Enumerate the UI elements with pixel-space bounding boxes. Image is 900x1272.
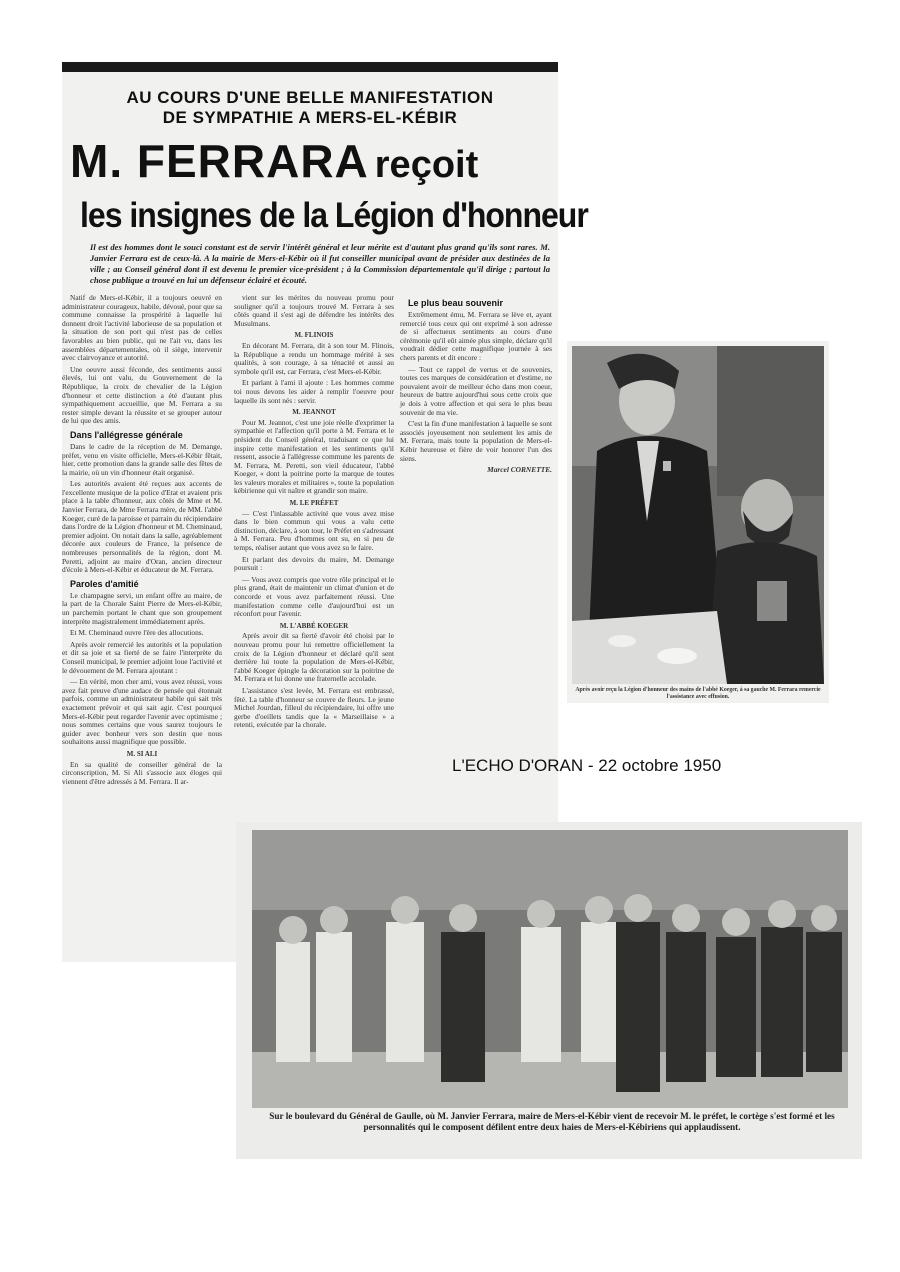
procession-photo: [236, 822, 862, 1159]
article-column-2: [234, 293, 394, 730]
paragraph: — C'est l'inlassable activité que vous avez mise dans le bien commun qui vous a valu cette distinction, déclare, à son tour, le Préfet en s'adressant à M. Ferrara. Peu d'hommes ont su, en si peu de temps, réaliser autant que vous avez su le faire.: [234, 508, 394, 553]
paragraph: Natif de Mers-el-Kébir, il a toujours oeuvré en administrateur courageux, habile, dévoué, pour que sa commune connaisse la prospérité à laquelle lui donnent droit l'activité laborieuse de sa population et la situation de son port qui n'est pas de celles favorables au bien public, qui ne l'ait vu, dans les assemblées départementales, où il siège, intervenir avec clairvoyance et autorité.: [62, 293, 222, 363]
procession-photo-image: [236, 822, 862, 1159]
paragraph: L'assistance s'est levée, M. Ferrara est embrassé, fêté. La table d'honneur se couvre de fleurs. Le jeune Michel Jourdan, filleul du récipiendaire, lui offre une gerbe d'oeillets tandis que la « Marseillaise » a retenti, exécutée par la chorale.: [234, 685, 394, 730]
paragraph: Et parlant à l'ami il ajoute : Les hommes comme toi nous devons les aider à remplir l'oeuvre pour laquelle ils sont nés : servir.: [234, 378, 394, 405]
speaker-heading: M. L'ABBÉ KOEGER: [279, 621, 349, 630]
paragraph: Une oeuvre aussi féconde, des sentiments aussi élevés, lui ont valu, du Gouvernement de la République, la croix de chevalier de la Légion d'honneur et cette distinction a été d'autant plus sympathiquement accueillie, que M. Ferrara a su rester simple devant la réussite et se grouper autour de lui que des amis.: [62, 364, 222, 426]
speaker-heading: M. SI ALI: [126, 749, 158, 758]
paragraph: Dans le cadre de la réception de M. Demange, préfet, venu en visite officielle, Mers-el-Kébir fêtait, hier, cette promotion dans la grande salle des fêtes de la mairie, où un vin d'honneur était organisé.: [62, 441, 222, 477]
section-heading: Dans l'allégresse générale: [70, 429, 183, 440]
lead-paragraph: Il est des hommes dont le souci constant est de servir l'intérêt général et leur mérite est d'autant plus grand qu'ils sont rares. M. Janvier Ferrara est de ceux-là. A la mairie de Mers-el-Kébir où il fut conseiller municipal avant de présider aux destinées de la ville ; au Conseil général dont il est devenu le premier vice-président ; à la Commission départementale qu'il dirige ; partout la chose publique a trouvé en lui un défenseur éclairé et écouté.: [90, 242, 550, 285]
paragraph: En sa qualité de conseiller général de la circonscription, M. Si Ali s'associe aux éloges qui viennent d'être adressés à M. Ferrara. Il ar-: [62, 759, 222, 786]
paragraph: Pour M. Jeannot, c'est une joie réelle d'exprimer la sympathie et l'affection qu'il porte à M. Ferrara et le président du Conseil général, traduisant ce que lui inspire cette manifestation et les sentiments qu'il ressent, associe à l'allégresse commune les parents de M. Ferrara, M. Peretti, son vieil éducateur, l'abbé Koeger, « dont la poitrine porte la marque de toutes les valeurs morales et militaires », toute la population kébirienne qui vit naître et grandir son maire.: [234, 417, 394, 496]
headline: [70, 134, 550, 188]
paragraph: — Vous avez compris que votre rôle principal et le plus grand, était de maintenir un climat d'union et de concorde et vous avez parfaitement réussi. Une manifestation comme celle d'aujourd'hui est un réconfort pour l'avenir.: [234, 574, 394, 619]
paragraph: Les autorités avaient été reçues aux accents de l'excellente musique de la police d'Etat et avaient pris place à la table d'honneur, aux côtés de Mme et M. Janvier Ferrara, de Mme Ferrara mère, de MM. l'abbé Koeger, curé de la paroisse et parrain du récipiendaire dans l'ordre de la Légion d'honneur et M. Cheminaud, premier adjoint. On notait dans la salle, agréablement décorée aux couleurs de France, la présence de nombreuses personnalités de la région, dont M. Peretti, adjoint au maire d'Oran, ancien directeur d'école à Mers-el-Kébir et éducateur de M. Ferrara.: [62, 479, 222, 575]
byline-signature: Marcel CORNETTE.: [487, 465, 552, 475]
source-label: L'ECHO D'ORAN - 22 octobre 1950: [452, 756, 722, 775]
paragraph: — Tout ce rappel de vertus et de souvenirs, toutes ces marques de considération et d'estime, ne pouvaient avoir de meilleur écho dans mon coeur, heureux de battre aujourd'hui sous cette croix que je dois à votre affection et qui sera le plus beau souvenir de ma vie.: [400, 364, 552, 417]
paragraph: C'est la fin d'une manifestation à laquelle se sont associés joyeusement non seulement les amis de M. Ferrara, mais toute la population de Mers-el-Kébir heureuse et fière de voir honorer l'un des siens.: [400, 419, 552, 463]
headline-verb: reçoit: [374, 144, 479, 186]
procession-photo-caption: Sur le boulevard du Général de Gaulle, où M. Janvier Ferrara, maire de Mers-el-Kébir vient de recevoir M. le préfet, le cortège s'est formé et les personnalités qui le composent défilent entre deux haies de Mers-el-Kébiriens qui applaudissent.: [269, 1111, 835, 1132]
speaker-heading: M. LE PRÉFET: [289, 499, 339, 508]
headline-name: M. FERRARA: [70, 135, 369, 187]
article-column-1: [62, 294, 222, 962]
paragraph: Et parlant des devoirs du maire, M. Demange poursuit :: [234, 554, 394, 573]
section-heading: Le plus beau souvenir: [408, 298, 504, 308]
section-heading: Paroles d'amitié: [70, 578, 139, 589]
speaker-heading: M. FLINOIS: [294, 331, 334, 340]
paragraph: vient sur les mérites du nouveau promu pour souligner qu'il a toujours trouvé M. Ferrara à ses côtés quand il s'est agi de défendre les intérêts des Musulmans.: [234, 293, 394, 328]
paragraph: Extrêmement ému, M. Ferrara se lève et, ayant remercié tous ceux qui ont exprimé à son adresse de si affectueux sentiments au cours d'une cérémonie qu'il eût aimée plus simple, déclare qu'il voudrait dédier cette magnifique journée à ses chers parents et dit encore :: [400, 310, 552, 362]
article-column-3: [400, 294, 552, 524]
paragraph: Le champagne servi, un enfant offre au maire, de la part de la Chorale Saint Pierre de Mers-el-Kébir, un parchemin portant le chant que son groupement interprète magistralement immédiatement après.: [62, 590, 222, 626]
ceremony-photo: [567, 341, 829, 703]
header-rule: [62, 62, 558, 72]
paragraph: Après avoir remercié les autorités et la population et dit sa joie et sa fierté de se faire l'interprète du Conseil municipal, le premier adjoint loue l'activité et le dévouement de M. Ferrara ajoutant :: [62, 639, 222, 675]
subheadline: les insignes de la Légion d'honneur: [80, 195, 588, 235]
paragraph: — En vérité, mon cher ami, vous avez réussi, vous avez fait preuve d'une audace de pensée qui étonnait parfois, comme un administrateur habile qui sait très exactement prévoir et qui sait agir. C'est pourquoi Mers-el-Kébir peut regarder l'avenir avec optimisme ; nous sommes certains que vous saurez toujours le guider avec bonheur vers son destin que nous souhaitons aussi magnifique que possible.: [62, 677, 222, 747]
supertitle-line-2: DE SYMPATHIE A MERS-EL-KÉBIR: [162, 108, 458, 127]
paragraph: Après avoir dit sa fierté d'avoir été choisi par le nouveau promu pour lui remettre officiellement la croix de la Légion d'honneur et déclaré qu'il sent derrière lui toute la population de Mers-el-Kébir, l'abbé Koeger épingle la décoration sur la poitrine de M. Ferrara et lui donne une fraternelle accolade.: [234, 631, 394, 684]
ceremony-photo-image: [567, 341, 829, 703]
paragraph: En décorant M. Ferrara, dit à son tour M. Flinois, la République a rendu un hommage mérité à ses qualités, à son courage, à sa ténacité et aussi au symbole qu'il est, car Ferrara, c'est Mers-el-Kébir.: [234, 340, 394, 376]
speaker-heading: M. JEANNOT: [292, 408, 336, 417]
paragraph: Et M. Cheminaud ouvre l'ère des allocutions.: [70, 628, 204, 638]
ceremony-photo-caption: Après avoir reçu la Légion d'honneur des mains de l'abbé Koeger, à sa gauche M. Ferrara remercie l'assistance avec effusion.: [575, 687, 821, 700]
supertitle-line-1: AU COURS D'UNE BELLE MANIFESTATION: [126, 88, 494, 107]
